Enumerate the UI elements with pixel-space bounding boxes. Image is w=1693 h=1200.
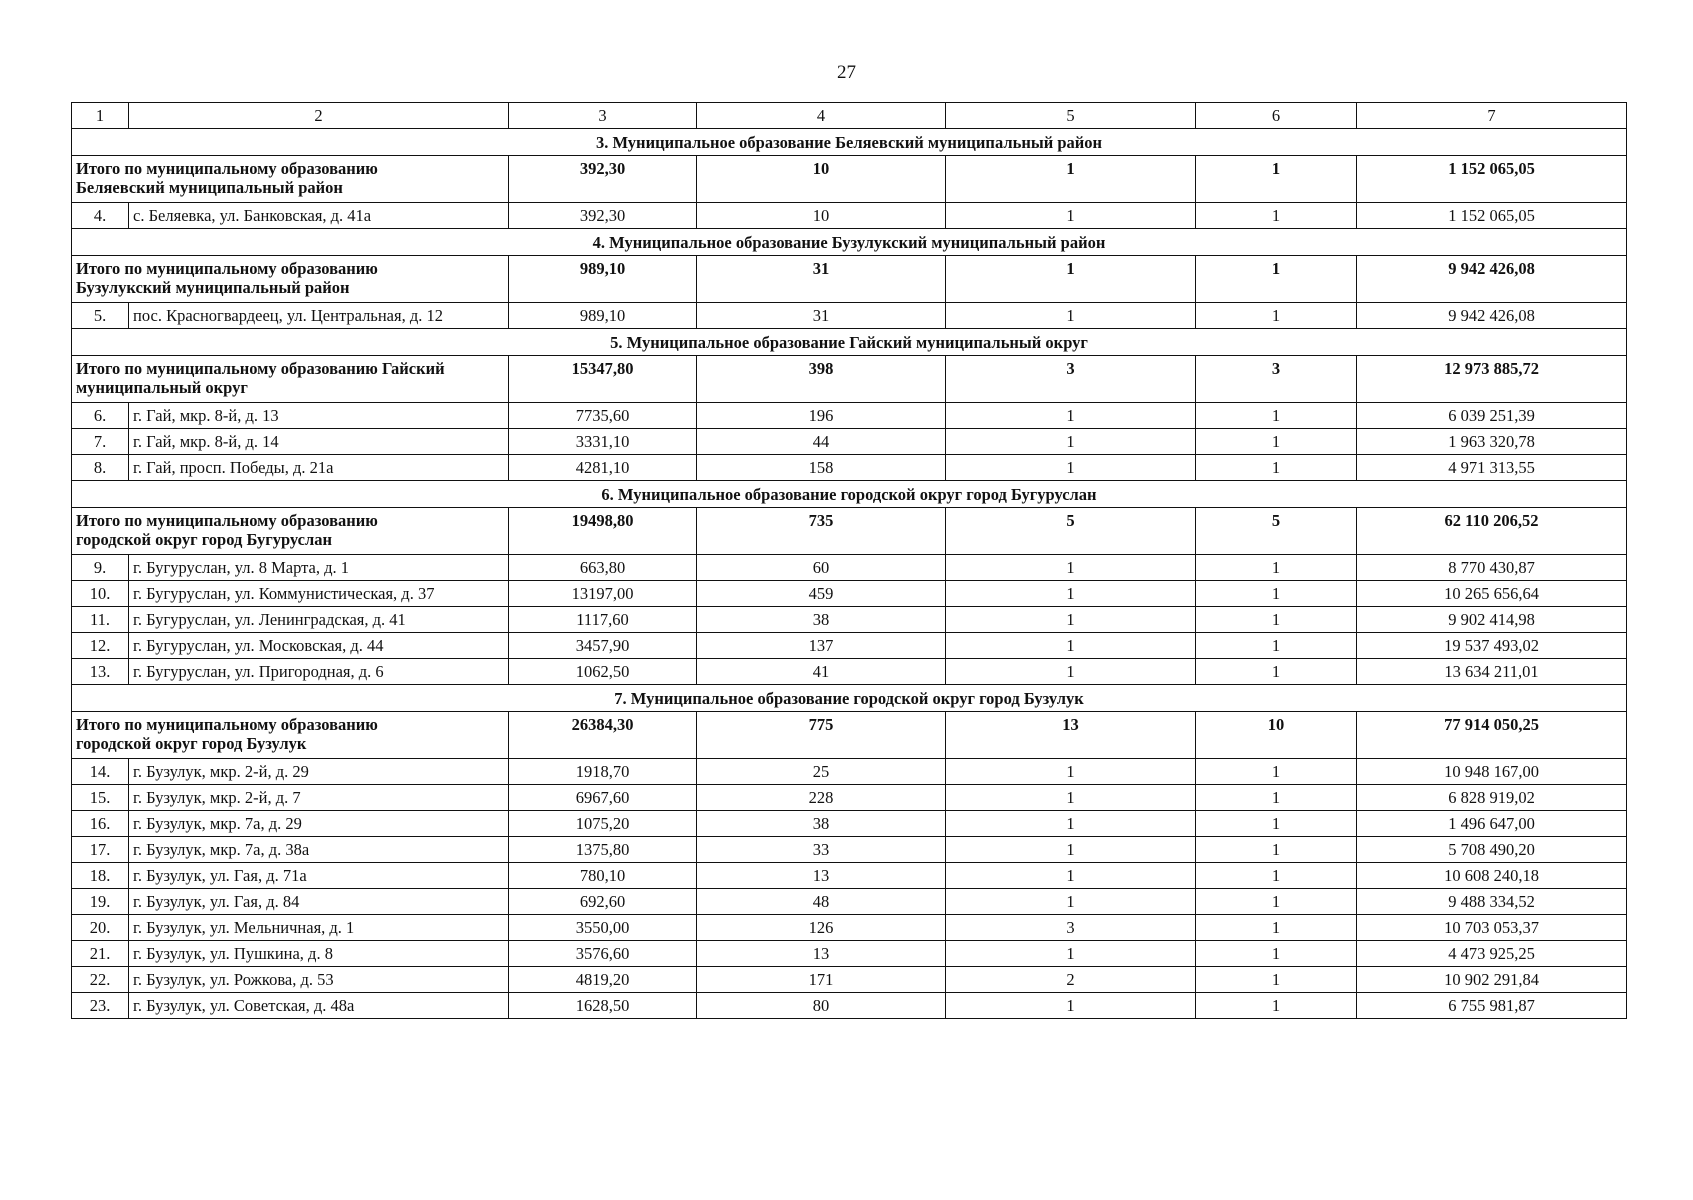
column-number: 1	[72, 103, 129, 129]
row-c7: 19 537 493,02	[1357, 633, 1627, 659]
row-address: г. Бугуруслан, ул. Пригородная, д. 6	[129, 659, 509, 685]
row-c5: 1	[946, 993, 1196, 1019]
total-label-line: Итого по муниципальному образованию	[76, 259, 378, 278]
row-c6: 1	[1196, 837, 1357, 863]
row-c7: 10 902 291,84	[1357, 967, 1627, 993]
row-c5: 1	[946, 555, 1196, 581]
row-c7: 9 488 334,52	[1357, 889, 1627, 915]
row-c3: 4819,20	[509, 967, 697, 993]
row-c6: 1	[1196, 429, 1357, 455]
total-label-line: Итого по муниципальному образованию	[76, 715, 378, 734]
table-row	[72, 203, 1627, 229]
row-c6: 1	[1196, 941, 1357, 967]
section-total-row	[72, 712, 1627, 759]
section-title: 3. Муниципальное образование Беляевский муниципальный район	[72, 129, 1627, 156]
row-c4: 33	[697, 837, 946, 863]
row-c3: 3550,00	[509, 915, 697, 941]
row-c5: 1	[946, 811, 1196, 837]
section-total-row	[72, 356, 1627, 403]
total-c7: 77 914 050,25	[1357, 712, 1627, 759]
total-c3: 989,10	[509, 256, 697, 303]
row-address: г. Бузулук, мкр. 7а, д. 38а	[129, 837, 509, 863]
table-row	[72, 303, 1627, 329]
row-c4: 137	[697, 633, 946, 659]
total-label	[72, 508, 509, 555]
row-c5: 1	[946, 837, 1196, 863]
row-address: г. Бузулук, мкр. 2-й, д. 29	[129, 759, 509, 785]
total-c6: 1	[1196, 256, 1357, 303]
total-c5: 13	[946, 712, 1196, 759]
row-c5: 1	[946, 203, 1196, 229]
total-label	[72, 712, 509, 759]
row-address: г. Бузулук, ул. Рожкова, д. 53	[129, 967, 509, 993]
total-c3: 26384,30	[509, 712, 697, 759]
total-c5: 1	[946, 256, 1196, 303]
total-c5: 1	[946, 156, 1196, 203]
row-c3: 13197,00	[509, 581, 697, 607]
row-c5: 1	[946, 785, 1196, 811]
row-c6: 1	[1196, 993, 1357, 1019]
table-row	[72, 759, 1627, 785]
table-row	[72, 863, 1627, 889]
row-number: 4.	[72, 203, 129, 229]
total-c4: 735	[697, 508, 946, 555]
total-label-line: городской округ город Бузулук	[76, 734, 307, 753]
section-title: 6. Муниципальное образование городской округ город Бугуруслан	[72, 481, 1627, 508]
row-c5: 1	[946, 403, 1196, 429]
row-c4: 10	[697, 203, 946, 229]
row-c4: 13	[697, 941, 946, 967]
row-c7: 10 265 656,64	[1357, 581, 1627, 607]
row-address: г. Бугуруслан, ул. 8 Марта, д. 1	[129, 555, 509, 581]
row-c6: 1	[1196, 403, 1357, 429]
row-c3: 663,80	[509, 555, 697, 581]
row-address: г. Бузулук, мкр. 7а, д. 29	[129, 811, 509, 837]
row-c6: 1	[1196, 455, 1357, 481]
table-row	[72, 941, 1627, 967]
row-number: 16.	[72, 811, 129, 837]
row-c6: 1	[1196, 633, 1357, 659]
table-row	[72, 633, 1627, 659]
row-c6: 1	[1196, 811, 1357, 837]
row-number: 15.	[72, 785, 129, 811]
total-label-line: Итого по муниципальному образованию Гайский	[76, 359, 445, 378]
row-number: 18.	[72, 863, 129, 889]
row-address: г. Бузулук, мкр. 2-й, д. 7	[129, 785, 509, 811]
row-c4: 158	[697, 455, 946, 481]
section-title: 5. Муниципальное образование Гайский муниципальный округ	[72, 329, 1627, 356]
total-label-line: муниципальный округ	[76, 378, 248, 397]
table-row	[72, 403, 1627, 429]
row-c4: 228	[697, 785, 946, 811]
row-c7: 6 039 251,39	[1357, 403, 1627, 429]
row-number: 9.	[72, 555, 129, 581]
table-row	[72, 785, 1627, 811]
row-c3: 989,10	[509, 303, 697, 329]
row-address: г. Бузулук, ул. Советская, д. 48а	[129, 993, 509, 1019]
row-c5: 2	[946, 967, 1196, 993]
row-c5: 1	[946, 581, 1196, 607]
total-c4: 31	[697, 256, 946, 303]
row-address: г. Бугуруслан, ул. Ленинградская, д. 41	[129, 607, 509, 633]
row-c7: 4 971 313,55	[1357, 455, 1627, 481]
total-c4: 10	[697, 156, 946, 203]
column-number: 6	[1196, 103, 1357, 129]
row-number: 5.	[72, 303, 129, 329]
total-label	[72, 256, 509, 303]
row-address: г. Бузулук, ул. Мельничная, д. 1	[129, 915, 509, 941]
table-row	[72, 915, 1627, 941]
row-number: 12.	[72, 633, 129, 659]
row-number: 22.	[72, 967, 129, 993]
row-address: г. Гай, мкр. 8-й, д. 13	[129, 403, 509, 429]
total-c6: 1	[1196, 156, 1357, 203]
total-c4: 398	[697, 356, 946, 403]
row-number: 14.	[72, 759, 129, 785]
row-c7: 1 496 647,00	[1357, 811, 1627, 837]
table-row	[72, 659, 1627, 685]
row-c4: 60	[697, 555, 946, 581]
row-c6: 1	[1196, 863, 1357, 889]
row-address: г. Бузулук, ул. Гая, д. 71а	[129, 863, 509, 889]
row-c6: 1	[1196, 555, 1357, 581]
section-header-row	[72, 329, 1627, 356]
total-c5: 5	[946, 508, 1196, 555]
row-c3: 3331,10	[509, 429, 697, 455]
table-row	[72, 837, 1627, 863]
total-c7: 12 973 885,72	[1357, 356, 1627, 403]
total-c3: 392,30	[509, 156, 697, 203]
row-number: 23.	[72, 993, 129, 1019]
row-c4: 48	[697, 889, 946, 915]
row-c7: 10 608 240,18	[1357, 863, 1627, 889]
row-number: 11.	[72, 607, 129, 633]
row-c7: 1 963 320,78	[1357, 429, 1627, 455]
row-number: 19.	[72, 889, 129, 915]
row-c4: 459	[697, 581, 946, 607]
row-c4: 38	[697, 607, 946, 633]
row-number: 17.	[72, 837, 129, 863]
section-header-row	[72, 481, 1627, 508]
row-number: 13.	[72, 659, 129, 685]
row-c3: 1375,80	[509, 837, 697, 863]
register-table	[71, 102, 1627, 1019]
row-c4: 126	[697, 915, 946, 941]
total-c7: 1 152 065,05	[1357, 156, 1627, 203]
table-row	[72, 455, 1627, 481]
row-c5: 1	[946, 633, 1196, 659]
table-row	[72, 555, 1627, 581]
row-c7: 10 948 167,00	[1357, 759, 1627, 785]
total-c6: 3	[1196, 356, 1357, 403]
row-c7: 6 755 981,87	[1357, 993, 1627, 1019]
row-c3: 6967,60	[509, 785, 697, 811]
row-c5: 1	[946, 607, 1196, 633]
row-c3: 1075,20	[509, 811, 697, 837]
row-c4: 41	[697, 659, 946, 685]
row-c6: 1	[1196, 889, 1357, 915]
row-address: г. Бугуруслан, ул. Московская, д. 44	[129, 633, 509, 659]
row-c6: 1	[1196, 607, 1357, 633]
total-c7: 62 110 206,52	[1357, 508, 1627, 555]
table-row	[72, 607, 1627, 633]
page-number: 27	[837, 62, 856, 83]
row-c5: 1	[946, 863, 1196, 889]
row-c7: 9 942 426,08	[1357, 303, 1627, 329]
register-table-body	[72, 103, 1627, 1019]
section-title: 4. Муниципальное образование Бузулукский муниципальный район	[72, 229, 1627, 256]
row-c5: 1	[946, 941, 1196, 967]
column-number: 2	[129, 103, 509, 129]
row-c7: 5 708 490,20	[1357, 837, 1627, 863]
section-header-row	[72, 685, 1627, 712]
row-number: 20.	[72, 915, 129, 941]
row-c5: 1	[946, 659, 1196, 685]
column-number-row	[72, 103, 1627, 129]
row-c5: 3	[946, 915, 1196, 941]
row-c7: 13 634 211,01	[1357, 659, 1627, 685]
row-c7: 9 902 414,98	[1357, 607, 1627, 633]
row-c3: 780,10	[509, 863, 697, 889]
row-c3: 1062,50	[509, 659, 697, 685]
section-total-row	[72, 156, 1627, 203]
row-c4: 31	[697, 303, 946, 329]
table-row	[72, 581, 1627, 607]
total-c6: 5	[1196, 508, 1357, 555]
total-c5: 3	[946, 356, 1196, 403]
row-c4: 171	[697, 967, 946, 993]
row-c3: 1918,70	[509, 759, 697, 785]
section-total-row	[72, 508, 1627, 555]
row-c3: 692,60	[509, 889, 697, 915]
total-c3: 19498,80	[509, 508, 697, 555]
total-label-line: Беляевский муниципальный район	[76, 178, 343, 197]
table-row	[72, 889, 1627, 915]
row-c3: 3576,60	[509, 941, 697, 967]
row-c6: 1	[1196, 967, 1357, 993]
row-c3: 4281,10	[509, 455, 697, 481]
row-address: г. Гай, просп. Победы, д. 21а	[129, 455, 509, 481]
table-row	[72, 429, 1627, 455]
total-c7: 9 942 426,08	[1357, 256, 1627, 303]
total-label-line: городской округ город Бугуруслан	[76, 530, 332, 549]
row-c5: 1	[946, 889, 1196, 915]
row-c5: 1	[946, 759, 1196, 785]
row-number: 6.	[72, 403, 129, 429]
total-label-line: Итого по муниципальному образованию	[76, 511, 378, 530]
row-c7: 6 828 919,02	[1357, 785, 1627, 811]
row-c5: 1	[946, 429, 1196, 455]
row-address: г. Гай, мкр. 8-й, д. 14	[129, 429, 509, 455]
table-row	[72, 811, 1627, 837]
section-header-row	[72, 129, 1627, 156]
row-c3: 1117,60	[509, 607, 697, 633]
row-c6: 1	[1196, 659, 1357, 685]
row-number: 8.	[72, 455, 129, 481]
row-address: г. Бугуруслан, ул. Коммунистическая, д. 37	[129, 581, 509, 607]
total-label	[72, 356, 509, 403]
row-c3: 3457,90	[509, 633, 697, 659]
row-c7: 4 473 925,25	[1357, 941, 1627, 967]
row-c5: 1	[946, 455, 1196, 481]
column-number: 3	[509, 103, 697, 129]
column-number: 5	[946, 103, 1196, 129]
row-number: 7.	[72, 429, 129, 455]
row-c6: 1	[1196, 785, 1357, 811]
row-c5: 1	[946, 303, 1196, 329]
section-header-row	[72, 229, 1627, 256]
row-address: г. Бузулук, ул. Гая, д. 84	[129, 889, 509, 915]
row-c7: 10 703 053,37	[1357, 915, 1627, 941]
total-c4: 775	[697, 712, 946, 759]
row-address: с. Беляевка, ул. Банковская, д. 41а	[129, 203, 509, 229]
row-c6: 1	[1196, 915, 1357, 941]
row-address: пос. Красногвардеец, ул. Центральная, д. 12	[129, 303, 509, 329]
total-c6: 10	[1196, 712, 1357, 759]
row-c4: 196	[697, 403, 946, 429]
total-label	[72, 156, 509, 203]
row-c7: 8 770 430,87	[1357, 555, 1627, 581]
row-c4: 38	[697, 811, 946, 837]
row-number: 10.	[72, 581, 129, 607]
row-c6: 1	[1196, 203, 1357, 229]
row-c4: 25	[697, 759, 946, 785]
row-c4: 13	[697, 863, 946, 889]
row-c3: 392,30	[509, 203, 697, 229]
row-c3: 7735,60	[509, 403, 697, 429]
table-row	[72, 993, 1627, 1019]
total-c3: 15347,80	[509, 356, 697, 403]
row-c4: 80	[697, 993, 946, 1019]
row-c4: 44	[697, 429, 946, 455]
row-c6: 1	[1196, 581, 1357, 607]
section-title: 7. Муниципальное образование городской округ город Бузулук	[72, 685, 1627, 712]
row-number: 21.	[72, 941, 129, 967]
row-address: г. Бузулук, ул. Пушкина, д. 8	[129, 941, 509, 967]
row-c6: 1	[1196, 303, 1357, 329]
column-number: 7	[1357, 103, 1627, 129]
row-c3: 1628,50	[509, 993, 697, 1019]
total-label-line: Бузулукский муниципальный район	[76, 278, 350, 297]
section-total-row	[72, 256, 1627, 303]
column-number: 4	[697, 103, 946, 129]
table-row	[72, 967, 1627, 993]
row-c7: 1 152 065,05	[1357, 203, 1627, 229]
row-c6: 1	[1196, 759, 1357, 785]
total-label-line: Итого по муниципальному образованию	[76, 159, 378, 178]
